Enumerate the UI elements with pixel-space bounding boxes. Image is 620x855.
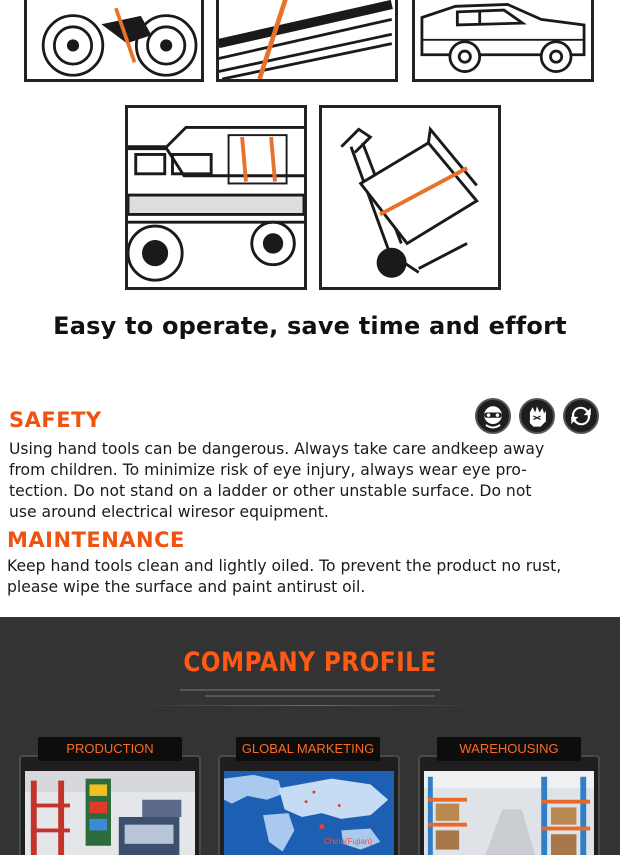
company-profile-title: COMPANY PROFILE [183, 647, 437, 678]
company-profile-section [0, 617, 620, 855]
maintenance-heading: MAINTENANCE [7, 528, 185, 552]
global-marketing-label: GLOBAL MARKETING [236, 737, 380, 761]
boat-hull-illustration [216, 0, 398, 82]
maintenance-line: Keep hand tools clean and lightly oiled. To prevent the product no rust, [7, 557, 562, 575]
decorative-rule [205, 695, 435, 697]
production-image [25, 771, 195, 855]
safety-goggles-icon [475, 398, 511, 434]
safety-line: from children. To minimize risk of eye injury, always wear eye pro- [9, 461, 527, 479]
safety-line: use around electrical wiresor equipment. [9, 503, 329, 521]
safety-line: Using hand tools can be dangerous. Always take care andkeep away [9, 440, 545, 458]
maintenance-text [7, 556, 617, 598]
production-card [19, 755, 201, 855]
safety-text [9, 439, 614, 523]
hand-truck-illustration [319, 105, 501, 290]
production-label: PRODUCTION [38, 737, 182, 761]
warehousing-card [418, 755, 600, 855]
global-marketing-card [218, 755, 400, 855]
car-illustration [412, 0, 594, 82]
maintenance-line: please wipe the surface and paint antirust oil. [7, 578, 366, 596]
section-divider [135, 705, 485, 706]
safety-heading: SAFETY [9, 408, 102, 432]
pickup-truck-illustration [125, 105, 307, 290]
warehouse-image [424, 771, 594, 855]
tagline: Easy to operate, save time and effort [53, 312, 567, 340]
china-fujian-label: China(Fujian) [324, 837, 373, 846]
world-map-image [224, 771, 394, 855]
decorative-rule [180, 689, 440, 691]
recycle-icon [563, 398, 599, 434]
warehousing-label: WAREHOUSING [437, 737, 581, 761]
safety-line: tection. Do not stand on a ladder or other unstable surface. Do not [9, 482, 532, 500]
work-gloves-icon [519, 398, 555, 434]
motorcycle-illustration [24, 0, 204, 82]
